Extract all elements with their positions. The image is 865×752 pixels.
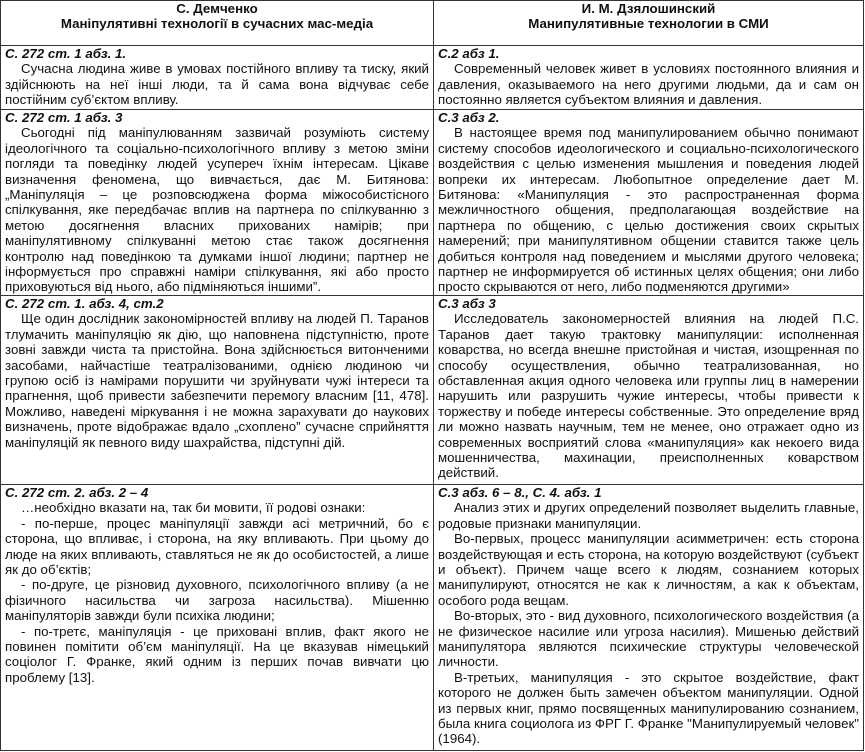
left-list-item: - по-третє, маніпуляція - це приховані вплив, факт якого не повинен помітити об’єм маніпуляції. На це вказував німецький соціолог Г. Франке, який одним із перших почав вивчати цю проблему [13].: [5, 623, 429, 685]
left-source-reference: С. 272 ст. 1. абз. 4, ст.2: [5, 295, 164, 311]
right-section-cell: [434, 46, 864, 110]
right-section-cell: [434, 110, 864, 296]
right-paragraph: В настоящее время под манипулированием обычно понимают систему способов идеологического и социально-психологического воздействия с целью изменения мышления и поведения людей вопреки их интересам. Любопытное определение дает М. Битянова: «Манипуляция - это распространенная форма межличностного общения, предполагающая воздействие на партнера по общению, с целью достижения своих скрытых намерений; при манипулятивном общении ставится также цель добиться контроля над поведением и мыслями другого человека; партнер не информируется об истинных целях общения; они либо просто скрываются от него, либо подменяются другими»: [438, 125, 859, 295]
left-list-item: - по-перше, процес маніпуляції завжди асі метричний, бо є сторона, що впливає, і сторона, на яку впливають. При цьому до люде на яких впливають, ставляться не як до особистостей, а лише як до об’єктів;: [5, 515, 429, 577]
left-paragraph: Сучасна людина живе в умовах постійного впливу та тиску, який здійснюють на неї інші люди, та й сама вона відчуває себе постійним суб’єктом впливу.: [5, 61, 429, 108]
left-intro-line: …необхідно вказати на, так би мовити, її родові ознаки:: [21, 500, 366, 516]
right-source-reference: С.3 абз 3: [438, 295, 496, 311]
header-row: [1, 1, 864, 46]
right-header-cell: [434, 1, 864, 46]
left-paragraph: Ще один дослідник закономірностей впливу на людей П. Таранов тлумачить маніпуляцію як дію, що наповнена підступністю, проте зовні завжди чиста та пристойна. Вона здійснюється витонченими засобами, найчастіше театралізованими, однією людиною чи групою осіб із намірами порушити чи зруйнувати чужі інтереси та прагнення, щоб привести забезпечити перемогу власним [11, 478]. Можливо, наведені міркування і не можна зарахувати до наукових визначень, проте відображає вдало „схоплено” сучасне сприйняття маніпуляцій як певного виду шахрайства, підступні дій.: [5, 311, 429, 450]
right-section-cell: [434, 295, 864, 484]
left-title: Маніпулятивні технології в сучасних мас-медіа: [60, 16, 374, 32]
left-header-cell: [1, 1, 434, 46]
section-row: [1, 295, 864, 484]
section-row: [1, 46, 864, 110]
left-source-reference: С. 272 ст. 1 абз. 3: [5, 110, 123, 125]
right-source-reference: С.2 абз 1.: [438, 46, 500, 61]
right-section-cell: [434, 484, 864, 750]
right-paragraph: В-третьих, манипуляция - это скрытое воздействие, факт которого не должен быть замечен объектом манипуляции. Одной из первых книг, прямо посвященных манипулированию сознанием, была книга социолога из ФРГ Г. Франке "Манипулируемый человек" (1964).: [438, 669, 859, 747]
right-paragraph: Во-вторых, это - вид духовного, психологического воздействия (а не физическое насилие или угроза насилия). Мишенью действий манипулятора являются психические структуры человеческой личности.: [438, 608, 859, 670]
section-row: [1, 110, 864, 296]
left-paragraph: Сьогодні під маніпулюванням зазвичай розуміють систему ідеологічного та соціально-психологічного впливу з метою зміни погляди та поведінку людей усупереч їхнім інтересам. Цікаве визначення феномена, що вивчається, дає М. Битянова: „Маніпуляція – це розповсюджена форма міжособистісного спілкування, яке передбачає вплив на партнера по спілкуванню з метою досягнення власних прихованих намірів; при маніпулятивному спілкуванні метою стає також досягнення контролю над поведінкою та думками іншої людини; партнер не інформується про справжні наміри спілкування, які або просто приховуються від нього, або підміняються іншими”.: [5, 125, 429, 295]
right-author: И. М. Дзялошинский: [581, 1, 716, 16]
right-paragraph: Во-первых, процесс манипуляции асимметричен: есть сторона воздействующая и есть сторона, на которую воздействуют (субъект и объект). Причем чаще всего к людям, сознанием которых манипулируют, относятся не как к личностям, а как к объектам, особого рода вещам.: [438, 531, 859, 608]
left-source-reference: С. 272 ст. 1 абз. 1.: [5, 46, 127, 61]
left-section-cell: [1, 295, 434, 484]
right-paragraph: Современный человек живет в условиях постоянного влияния и давления, оказываемого на него другими людьми, да и сам он постоянно является субъектом влияния и давления.: [438, 61, 859, 108]
right-source-reference: С.3 абз 2.: [438, 110, 500, 125]
left-source-reference: С. 272 ст. 2. абз. 2 – 4: [5, 484, 149, 500]
left-author: С. Демченко: [176, 1, 258, 16]
left-section-cell: [1, 484, 434, 750]
section-row: [1, 484, 864, 750]
left-section-cell: [1, 46, 434, 110]
left-list-item: - по-друге, це різновид духовного, психологічного впливу (а не фізичного насильства чи загроза насильства). Мішенню маніпуляторів завжди були психіка людини;: [5, 577, 429, 624]
right-title: Манипулятивные технологии в СМИ: [528, 16, 769, 32]
right-source-reference: С.3 абз. 6 – 8., С. 4. абз. 1: [438, 484, 602, 500]
right-paragraph: Анализ этих и других определений позволяет выделить главные, родовые признаки манипуляции.: [438, 500, 859, 531]
left-section-cell: [1, 110, 434, 296]
right-paragraph: Исследователь закономерностей влияния на людей П.С. Таранов дает такую трактовку манипуляции: исполненная коварства, но всегда внешне пристойная и чистая, изощренная по способу осуществления, обычно театрализованная, но обставленная акция одного человека или группы лиц в намерении нарушить или разрушить чужие интересы, чтобы привести к торжеству и победе интересы собственные. Это определение вряд ли можно назвать научным, тем не менее, оно отражает одно из современных восприятий слова «манипуляция» как некоего вида мошенничества, махинации, преисполненных коварством действий.: [438, 311, 859, 481]
